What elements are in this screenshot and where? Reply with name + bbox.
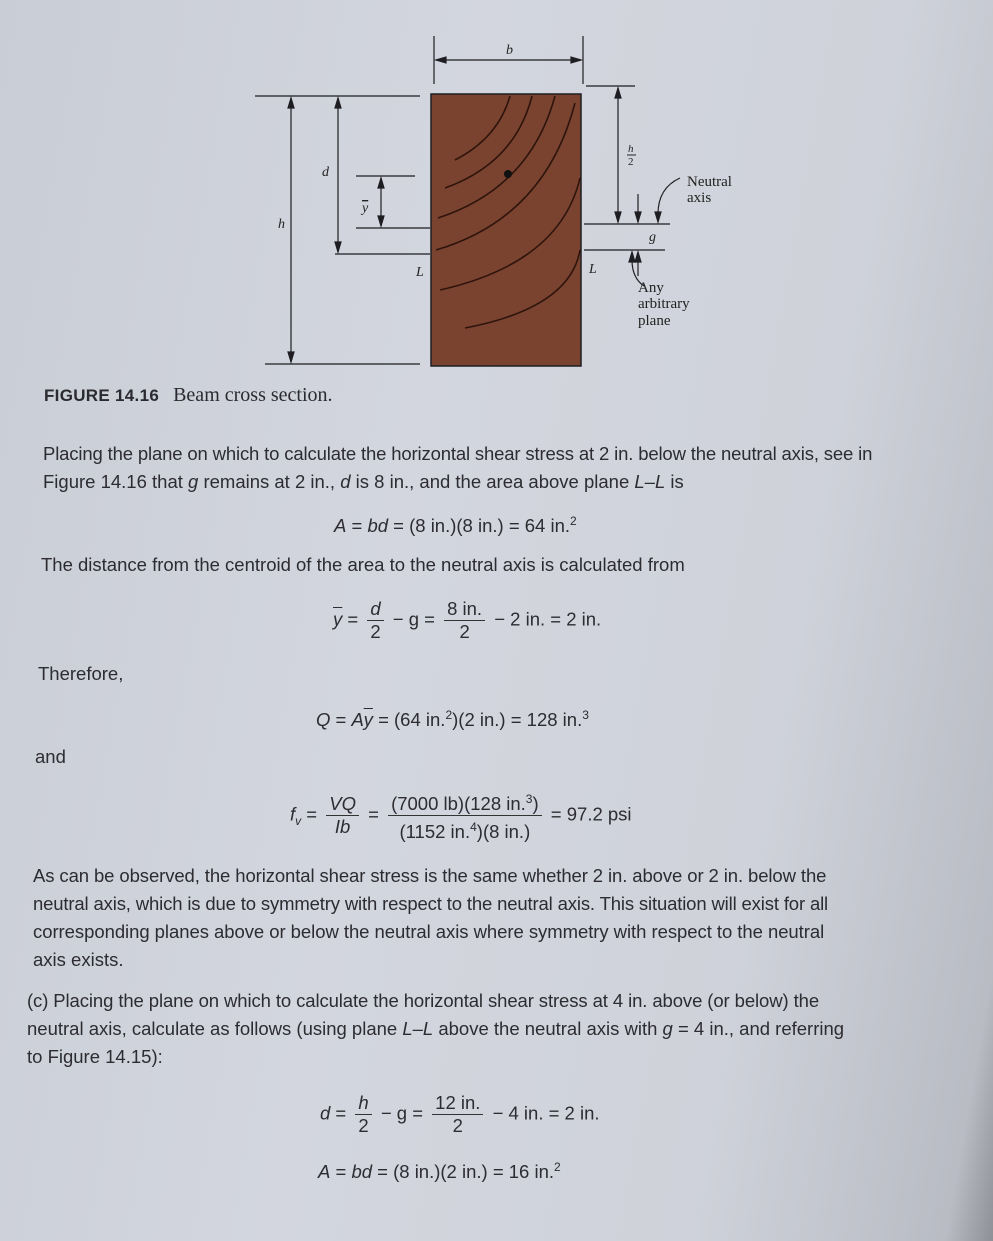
equation-area-1: A = bd = (8 in.)(8 in.) = 64 in.$^2$ [334,514,577,537]
paragraph-1-line-1: Placing the plane on which to calculate the horizontal shear stress at 2 in. below the neutral axis, see in [43,443,873,464]
label-neutral-axis-2: axis [687,190,712,206]
label-ybar: y [362,201,369,216]
label-h-over-2-num: h [628,143,634,155]
label-h-over-2-den: 2 [628,156,634,168]
beam-rectangle [431,94,581,366]
label-g: g [649,230,656,245]
equation-shear-stress: $f_v$ = $\frac{VQ}{Ib}$ = $\frac{(7000 lb)(128 in.^3)}{(1152 in.^4)(8 in.)}$ = 97.2 psi [290,788,632,843]
paragraph-6: (c) Placing the plane on which to calculate the horizontal shear stress at 4 in. above (or below) the neutral axis, calculate as follows (using plane L–L above the neutral axis with g = 4 in., and referring to Figure 14.15): [27,990,845,1067]
paragraph-1-line-2: Figure 14.16 that g remains at 2 in., d is 8 in., and the area above plane L–L is [43,471,684,492]
label-neutral-axis-1: Neutral [687,174,732,190]
label-L-right: L [589,262,597,277]
label-d: d [322,165,329,180]
right-dimensions [584,86,680,286]
equation-area-2: A = bd = (8 in.)(2 in.) = 16 in.$^2$ [318,1160,561,1183]
equation-ybar: $\overline{y}$ = $\frac{d}{2}$ − g = $\frac{8 in.}{2}$ − 2 in. = 2 in. [333,598,602,642]
figure-caption [44,384,333,407]
centroid-dot [504,170,512,178]
paragraph-3: Therefore, [38,663,124,684]
equation-Q: $Q = A\overline{y} = (64$ in.$^2$)(2 in.) = 128 in.$^3$ [316,708,589,731]
paragraph-2: The distance from the centroid of the area to the neutral axis is calculated from [41,554,685,575]
paragraph-1 [43,440,943,496]
label-L-left: L [416,265,424,280]
label-b: b [506,43,513,58]
caption-label: FIGURE 14.16 [44,386,160,405]
label-any-plane-1: Any [638,280,664,296]
caption-title: Beam cross section. [173,384,333,406]
paragraph-4: and [35,746,66,767]
label-any-plane-2: arbitrary [638,296,690,312]
label-any-plane-3: plane [638,313,671,329]
label-h: h [278,217,285,232]
paragraph-5: As can be observed, the horizontal shear stress is the same whether 2 in. above or 2 in. below the neutral axis, which is due to symmetry with respect to the neutral axis. This situation will exist for all corresponding planes above or below the neutral axis where symmetry with respect to the neutral axis exists. [33,865,829,970]
equation-d: d = $\frac{h}{2}$ − g = $\frac{12 in.}{2}$ − 4 in. = 2 in. [320,1092,600,1136]
beam-cross-section-figure [240,28,760,373]
